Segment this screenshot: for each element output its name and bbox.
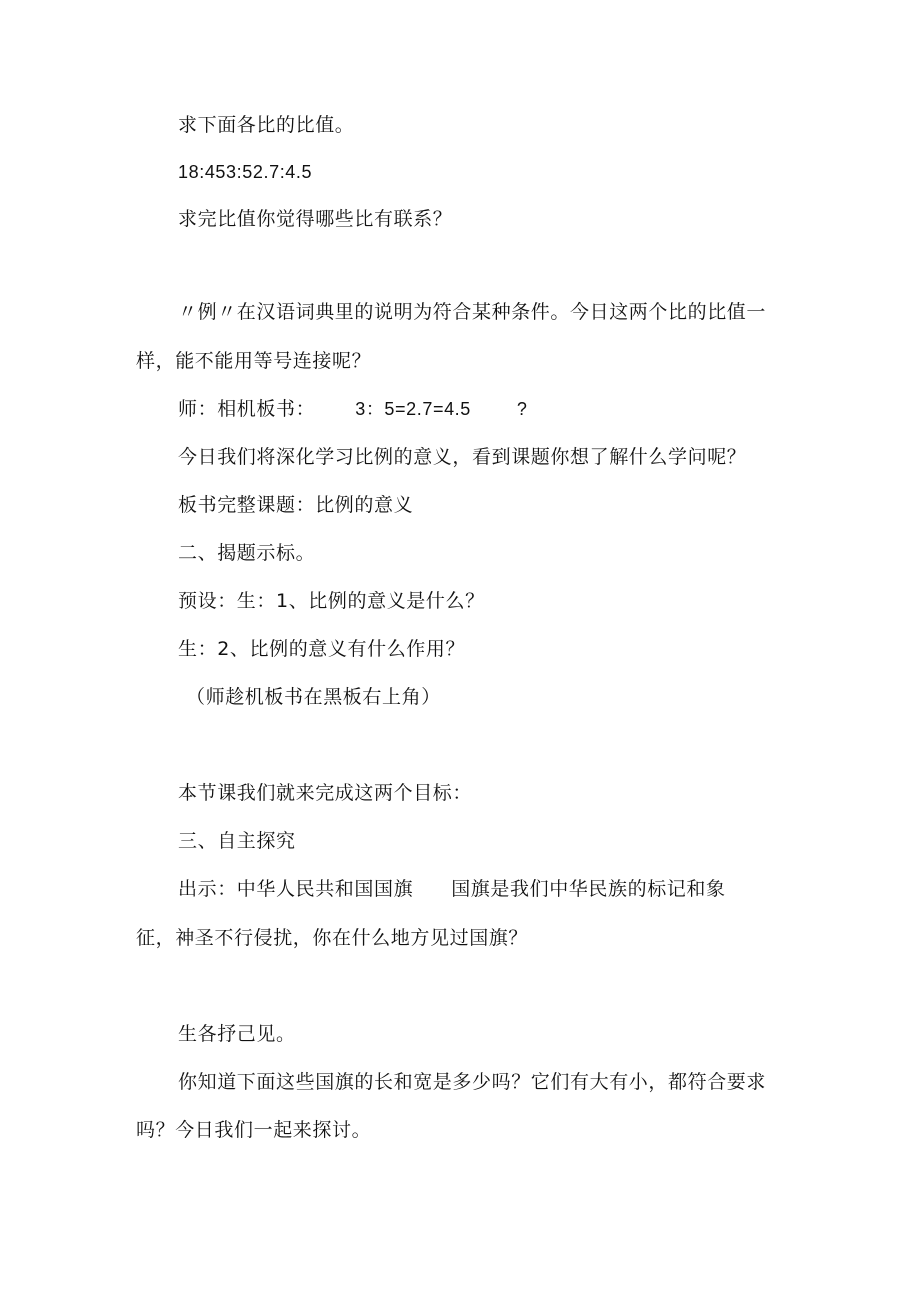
board-label: 师：相机板书：	[178, 398, 316, 420]
show-label: 出示：中华人民共和国国旗	[178, 878, 414, 900]
paragraph-line: 板书完整课题：比例的意义	[178, 494, 414, 516]
question-line: 求完比值你觉得哪些比有联系？	[178, 208, 453, 230]
paragraph-line: 生：2、比例的意义有什么作用？	[178, 638, 466, 660]
ratio-list-line: 18:453:52.7:4.5	[178, 162, 313, 182]
paragraph-line: 本节课我们就来完成这两个目标：	[178, 782, 473, 804]
board-question-mark: ?	[516, 399, 528, 419]
paragraph-line: 吗？今日我们一起来探讨。	[136, 1119, 372, 1141]
paragraph-line: 生各抒己见。	[178, 1023, 296, 1045]
paragraph-line: 征，神圣不行侵扰，你在什么地方见过国旗？	[136, 927, 529, 949]
board-equation: 3：5=2.7=4.5	[355, 399, 471, 419]
paragraph-line: 预设：生：1、比例的意义是什么？	[178, 590, 485, 612]
instruction-line: 求下面各比的比值。	[178, 114, 355, 136]
section-heading: 三、自主探究	[178, 830, 296, 852]
show-line	[178, 877, 726, 901]
board-line	[178, 397, 528, 421]
paragraph-line: 〃例〃在汉语词典里的说明为符合某种条件。今日这两个比的比值一	[178, 301, 767, 323]
paragraph-line: （师趁机板书在黑板右上角）	[186, 686, 441, 708]
show-text: 国旗是我们中华民族的标记和象	[451, 878, 726, 900]
paragraph-line: 今日我们将深化学习比例的意义，看到课题你想了解什么学问呢？	[178, 446, 747, 468]
paragraph-line: 你知道下面这些国旗的长和宽是多少吗？它们有大有小，都符合要求	[178, 1071, 767, 1093]
paragraph-line: 样，能不能用等号连接呢？	[136, 350, 372, 372]
section-heading: 二、揭题示标。	[178, 542, 316, 564]
